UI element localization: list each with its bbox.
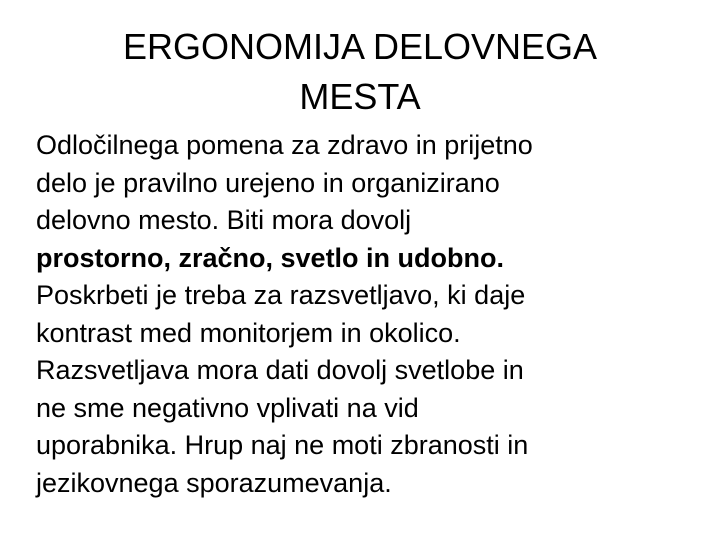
body-line-9: uporabnika. Hrup naj ne moti zbranosti in [36,430,529,460]
body-line-5: Poskrbeti je treba za razsvetljavo, ki daje [36,280,526,310]
body-line-7: Razsvetljava mora dati dovolj svetlobe in [36,355,524,385]
body-line-3: delovno mesto. Biti mora dovolj [36,205,412,235]
body-line-6: kontrast med monitorjem in okolico. [36,317,461,348]
body-line-1: Odločilnega pomena za zdravo in prijetno [36,130,533,160]
body-line-2: delo je pravilno urejeno in organizirano [36,167,500,198]
title-line-2: MESTA [299,76,421,117]
title-line-1: ERGONOMIJA DELOVNEGA [122,26,598,67]
body-line-4-emphasis: prostorno, zračno, svetlo in udobno. [36,242,505,273]
slide-body-paragraph [36,127,711,502]
slide-title [0,22,720,122]
body-line-8: ne sme negativno vplivati na vid [36,392,419,423]
body-line-10: jezikovnega sporazumevanja. [36,467,392,498]
